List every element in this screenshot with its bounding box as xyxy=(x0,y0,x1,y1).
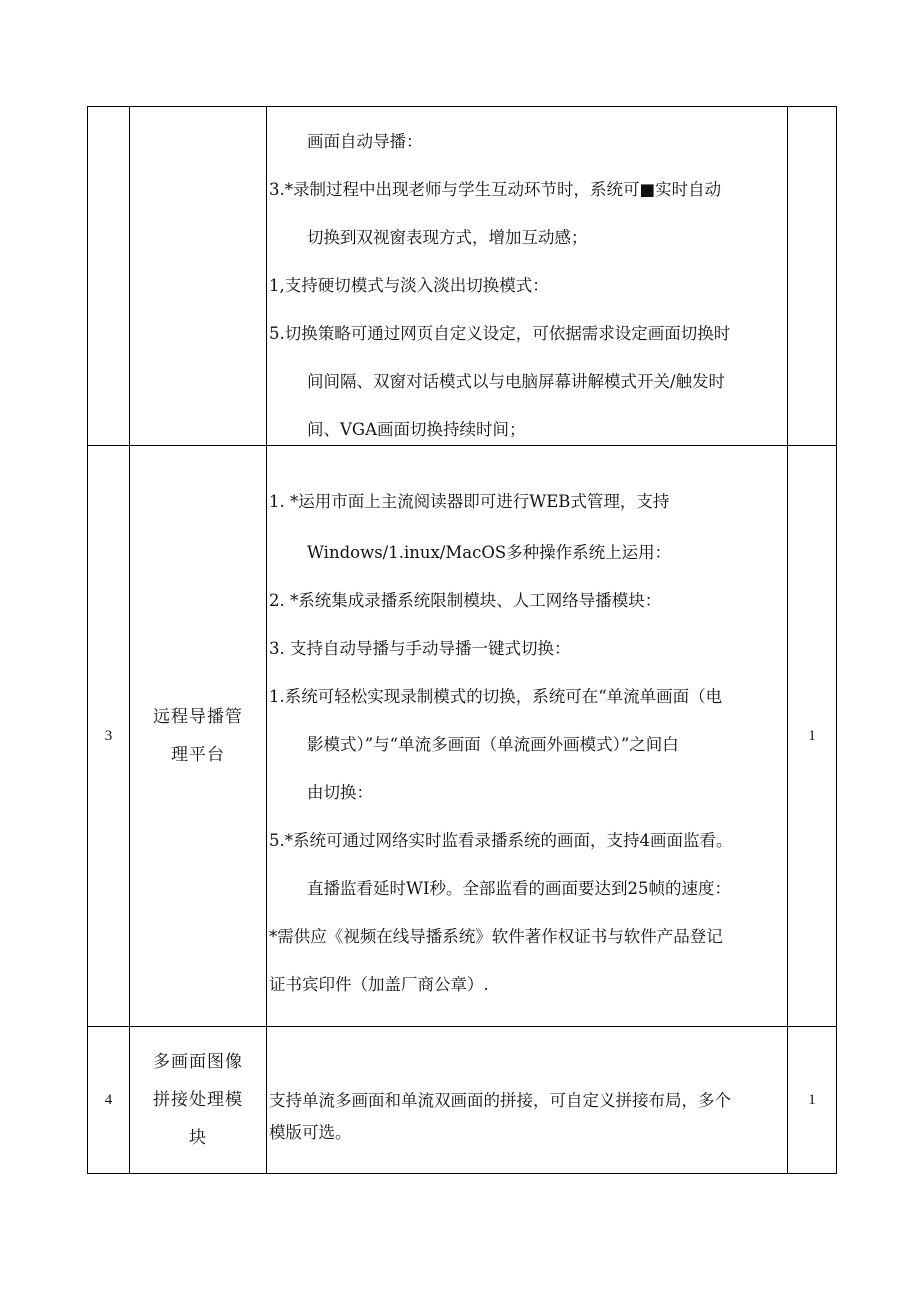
spec-line: 证书宾印件（加盖厂商公章）. xyxy=(269,975,489,994)
spec-line: 切换到双视窗表现方式，增加互动感； xyxy=(307,228,588,247)
spec-line: 直播监看延时WI秒。全部监看的画面要达到25帧的速度： xyxy=(307,879,731,898)
item-name-line: 远程导播管 xyxy=(153,707,243,727)
quantity xyxy=(787,107,837,445)
spec-line: 3.*录制过程中出现老师与学生互动环节时，系统可■实时自动 xyxy=(269,180,722,199)
spec-line: 由切换： xyxy=(307,783,373,802)
item-name-line: 拼接处理模 xyxy=(153,1090,243,1110)
table-row xyxy=(87,106,837,445)
spec-line: Windows/1.inux/MacOS多种操作系统上运用： xyxy=(307,543,672,562)
spec-cell xyxy=(266,107,787,445)
spec-line: 支持单流多画面和单流双画面的拼接，可自定义拼接布局，多个 xyxy=(269,1091,731,1110)
item-name-line: 理平台 xyxy=(171,745,225,765)
spec-line: 模版可选。 xyxy=(269,1123,352,1142)
spec-line: 3. 支持自动导播与手动导播一键式切换： xyxy=(269,639,571,658)
item-name xyxy=(129,446,266,1026)
spec-line: 2. *系统集成录播系统限制模块、人工网络导播模块： xyxy=(269,591,662,610)
spec-line: 影模式）”与“单流多画面（单流画外画模式）”之间白 xyxy=(307,735,679,754)
table-row xyxy=(87,1026,837,1174)
spec-line: 画面自动导播： xyxy=(307,132,423,151)
spec-line: 1.系统可轻松实现录制模式的切换，系统可在“单流单画面（电 xyxy=(269,687,723,706)
spec-line: 5.*系统可通过网络实时监看录播系统的画面，支持4画面监看。 xyxy=(269,831,733,850)
item-name-line: 多画面图像 xyxy=(153,1052,243,1072)
spec-line: 间、VGA画面切换持续时间； xyxy=(307,420,526,439)
table-row xyxy=(87,445,837,1026)
row-number xyxy=(87,107,129,445)
item-name xyxy=(129,107,266,445)
spec-cell xyxy=(266,446,787,1026)
spec-table xyxy=(87,106,837,1174)
spec-line: 5.切换策略可通过网页自定义设定，可依据需求设定画面切换时 xyxy=(269,324,731,343)
spec-line: *需供应《视频在线导播系统》软件著作权证书与软件产品登记 xyxy=(269,927,723,946)
item-name xyxy=(129,1027,266,1173)
spec-line: 间间隔、双窗对话模式以与电脑屏幕讲解模式开关/触发时 xyxy=(307,372,726,391)
quantity: 1 xyxy=(787,446,837,1026)
spec-line: 1. *运用市面上主流阅读器即可进行WEB式管理，支持 xyxy=(269,492,670,511)
row-number: 4 xyxy=(87,1027,129,1173)
spec-line: 1,支持硬切模式与淡入淡出切换模式： xyxy=(269,276,549,295)
item-name-line: 块 xyxy=(189,1128,207,1148)
row-number: 3 xyxy=(87,446,129,1026)
quantity: 1 xyxy=(787,1027,837,1173)
spec-cell xyxy=(266,1027,787,1173)
